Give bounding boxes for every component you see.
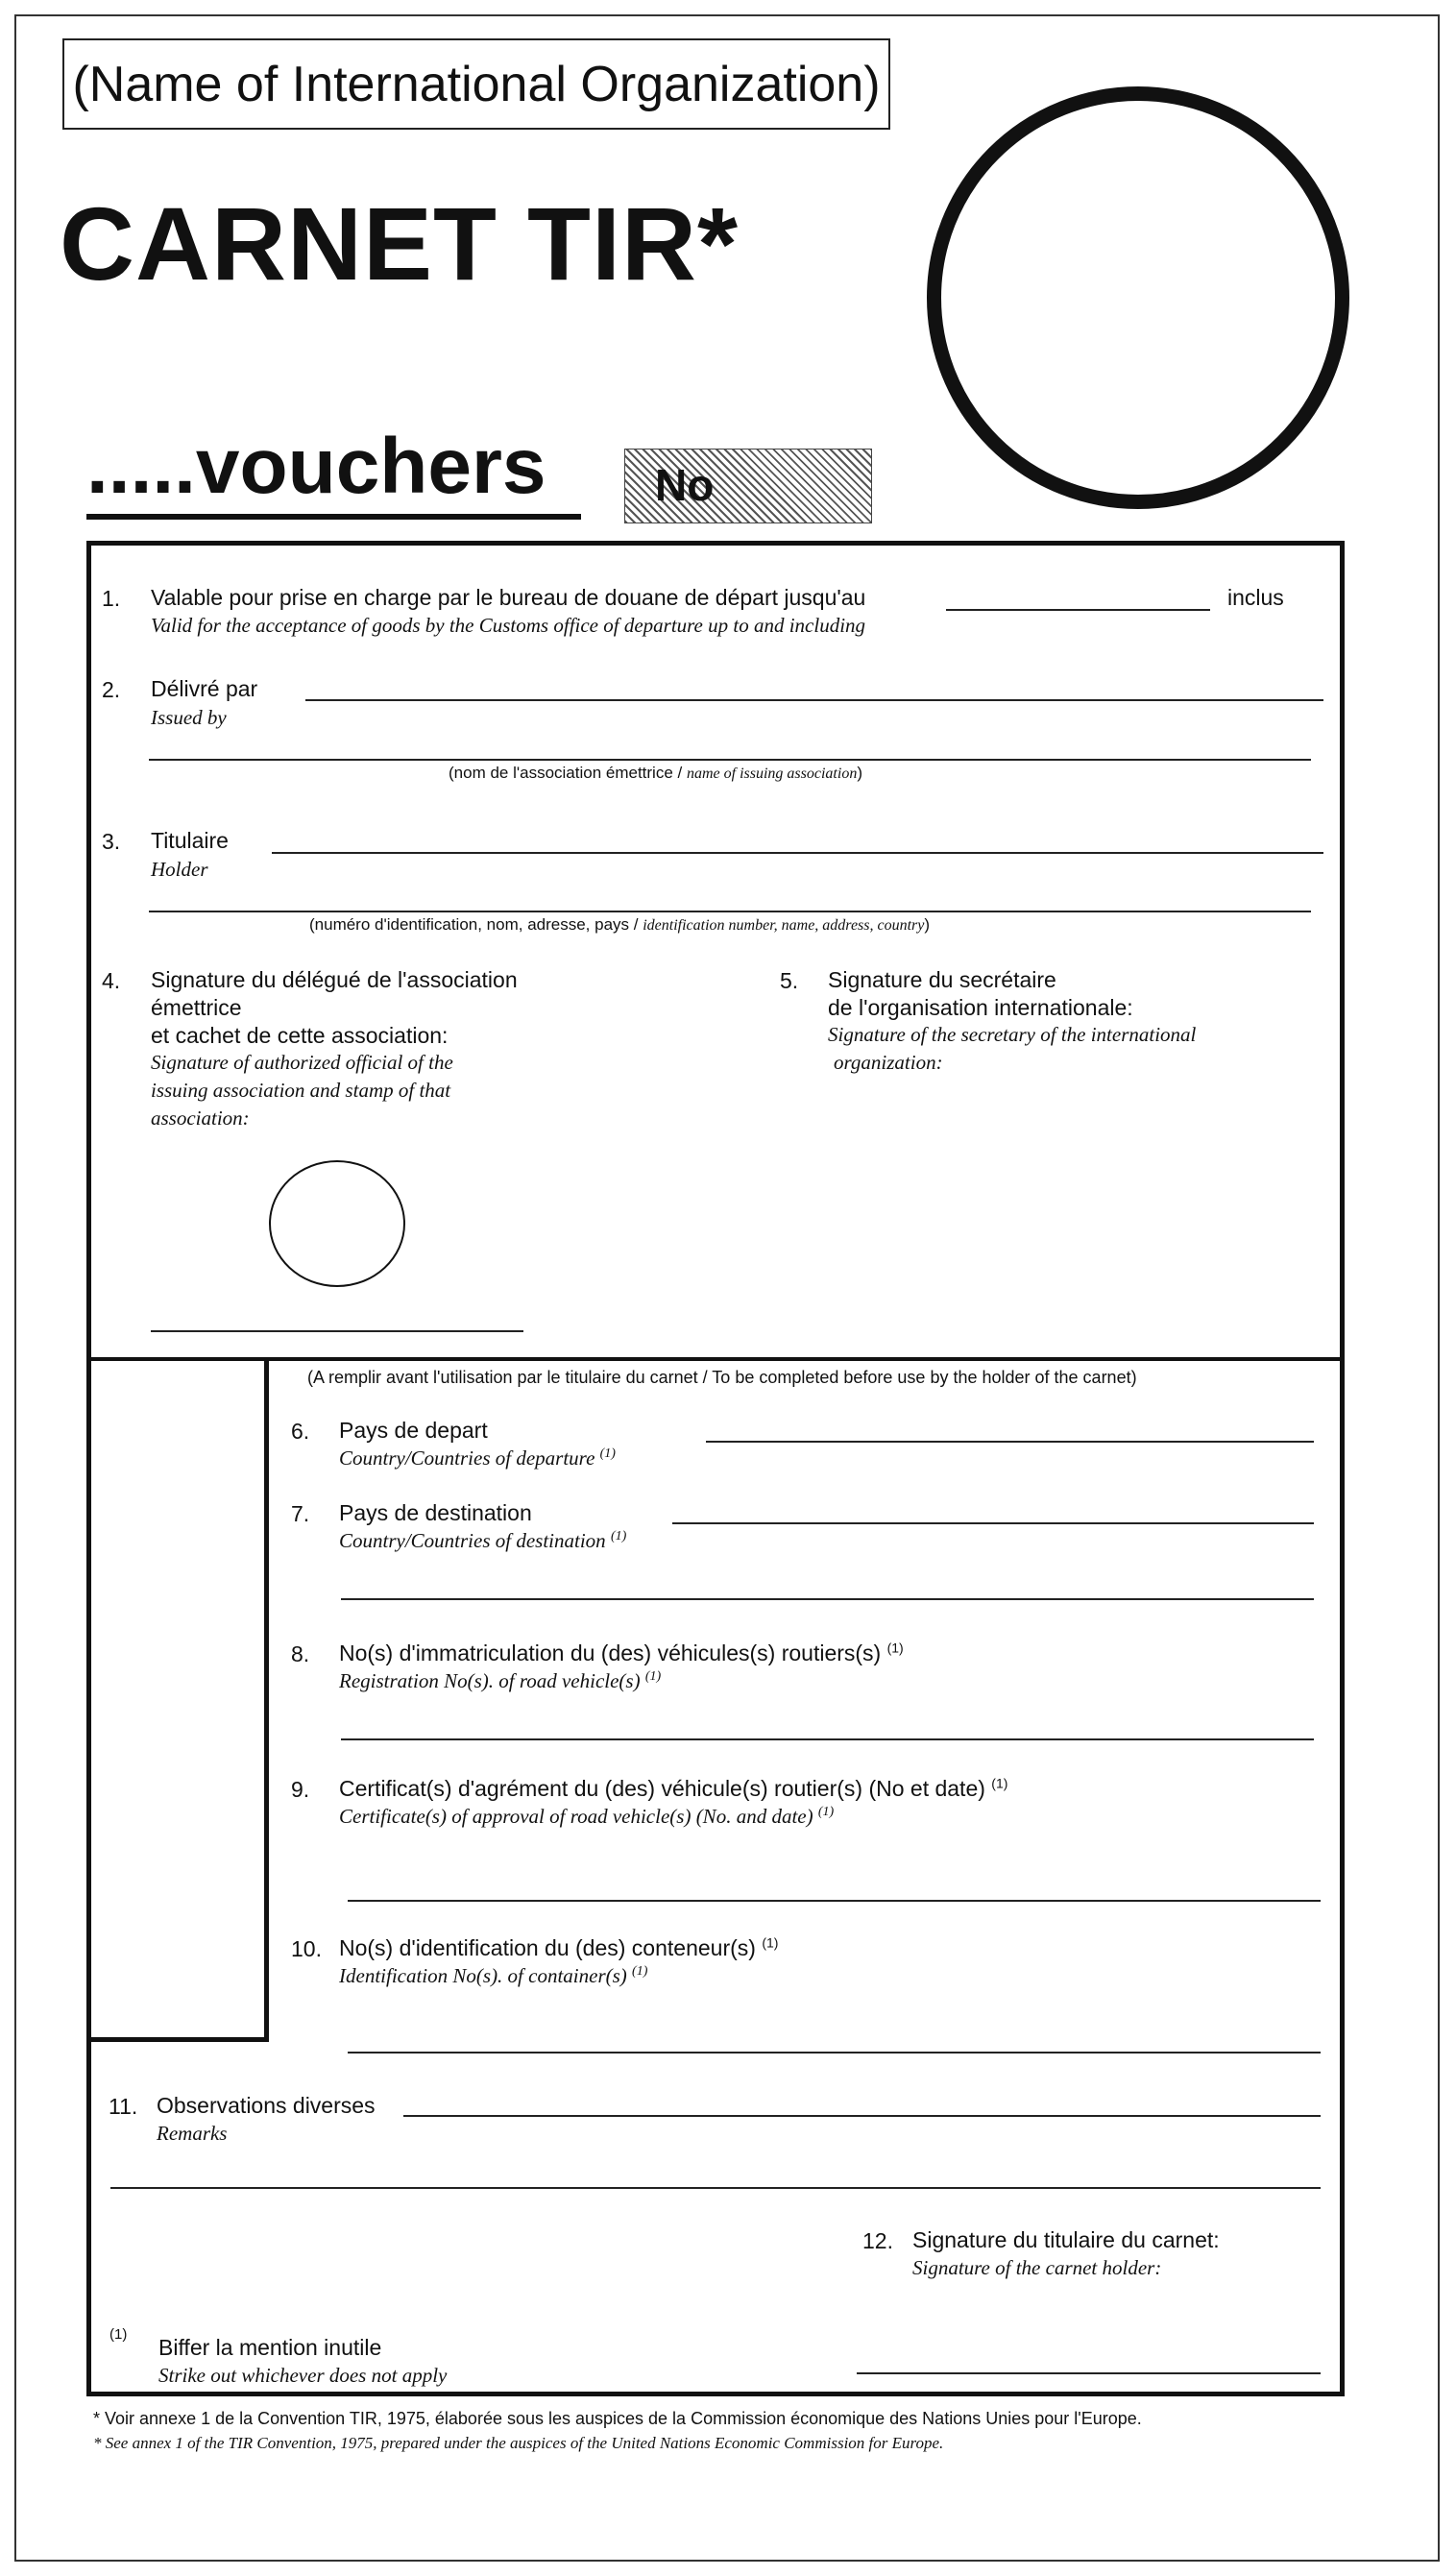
organization-name: (Name of International Organization) bbox=[72, 56, 881, 112]
field-6-number: 6. bbox=[291, 1419, 310, 1444]
field-11-number: 11. bbox=[109, 2094, 138, 2119]
field-11-label-en: Remarks bbox=[157, 2122, 228, 2145]
field-4-signature-line[interactable] bbox=[151, 1330, 523, 1332]
field-5-label-en-1: Signature of the secretary of the international bbox=[828, 1023, 1197, 1046]
field-9-label-fr-text: Certificat(s) d'agrément du (des) véhicule(s) routier(s) (No et date) bbox=[339, 1776, 985, 1801]
field-4-label-en-3: association: bbox=[151, 1106, 250, 1130]
field-8-label-en bbox=[339, 1668, 661, 1693]
footnote-fr: * Voir annexe 1 de la Convention TIR, 1975, élaborée sous les auspices de la Commission économique des Nations Unies pour l'Europe. bbox=[93, 2409, 1142, 2428]
field-9-label-en-text: Certificate(s) of approval of road vehicle(s) (No. and date) bbox=[339, 1805, 813, 1828]
stamp-circle bbox=[927, 86, 1349, 509]
field-2-input-line[interactable] bbox=[305, 699, 1323, 701]
field-7-input-line-2[interactable] bbox=[341, 1598, 1314, 1600]
section-divider bbox=[88, 1357, 1343, 1361]
field-9-number: 9. bbox=[291, 1777, 310, 1802]
field-12-label-fr: Signature du titulaire du carnet: bbox=[912, 2227, 1220, 2252]
field-2-input-line-2[interactable] bbox=[149, 759, 1311, 761]
field-5-label-fr-2: de l'organisation internationale: bbox=[828, 995, 1133, 1020]
field-3-caption-fr: (numéro d'identification, nom, adresse, pays / bbox=[309, 915, 639, 934]
field-10-input-line[interactable] bbox=[348, 2052, 1321, 2054]
field-1-input-line[interactable] bbox=[946, 609, 1210, 611]
field-8-input-line[interactable] bbox=[341, 1738, 1314, 1740]
field-11-input-line[interactable] bbox=[403, 2115, 1321, 2117]
field-8-footnote-ref-fr: (1) bbox=[886, 1640, 904, 1656]
field-2-caption bbox=[449, 764, 862, 783]
field-11-input-line-2[interactable] bbox=[110, 2187, 1321, 2189]
field-6-input-line[interactable] bbox=[706, 1441, 1314, 1443]
field-8-number: 8. bbox=[291, 1641, 310, 1666]
field-10-label-en bbox=[339, 1963, 647, 1988]
field-8-label-en-text: Registration No(s). of road vehicle(s) bbox=[339, 1669, 641, 1692]
field-3-input-line-2[interactable] bbox=[149, 911, 1311, 912]
vouchers-underline bbox=[86, 514, 581, 520]
side-box bbox=[88, 1357, 269, 2042]
field-2-number: 2. bbox=[102, 677, 121, 702]
field-3-caption-en: identification number, name, address, country bbox=[643, 917, 925, 934]
field-9-footnote-ref-fr: (1) bbox=[991, 1775, 1008, 1791]
field-6-footnote-ref: (1) bbox=[599, 1446, 616, 1461]
field-4-number: 4. bbox=[102, 968, 121, 993]
field-7-footnote-ref: (1) bbox=[610, 1529, 627, 1543]
field-4-label-fr-2: émettrice bbox=[151, 995, 242, 1020]
holder-note: (A remplir avant l'utilisation par le titulaire du carnet / To be completed before use by the holder of the carnet) bbox=[307, 1368, 1137, 1387]
number-label: No bbox=[655, 460, 715, 510]
field-5-label-en-2: organization: bbox=[834, 1051, 943, 1074]
association-stamp-circle bbox=[269, 1160, 405, 1287]
field-6-label-en-text: Country/Countries of departure bbox=[339, 1446, 595, 1470]
field-4-label-fr-1: Signature du délégué de l'association bbox=[151, 967, 518, 992]
field-10-footnote-ref-fr: (1) bbox=[762, 1934, 779, 1951]
note-1-marker: (1) bbox=[109, 2326, 128, 2343]
field-4-label-en-1: Signature of authorized official of the bbox=[151, 1051, 453, 1074]
field-2-caption-fr: (nom de l'association émettrice / bbox=[449, 764, 683, 782]
field-7-label-fr: Pays de destination bbox=[339, 1500, 532, 1525]
field-5-number: 5. bbox=[780, 968, 799, 993]
field-4-label-en-2: issuing association and stamp of that bbox=[151, 1079, 451, 1102]
field-9-input-line[interactable] bbox=[348, 1900, 1321, 1902]
field-3-input-line[interactable] bbox=[272, 852, 1323, 854]
field-3-caption bbox=[309, 915, 930, 935]
field-3-label-fr: Titulaire bbox=[151, 828, 229, 853]
field-3-number: 3. bbox=[102, 829, 121, 854]
field-3-label-en: Holder bbox=[151, 858, 208, 881]
field-7-label-en bbox=[339, 1528, 626, 1553]
field-9-label-en bbox=[339, 1804, 834, 1829]
field-5-label-fr-1: Signature du secrétaire bbox=[828, 967, 1056, 992]
field-1-suffix: inclus bbox=[1227, 585, 1284, 610]
field-10-footnote-ref-en: (1) bbox=[632, 1964, 648, 1979]
field-7-input-line[interactable] bbox=[672, 1522, 1314, 1524]
field-8-footnote-ref-en: (1) bbox=[644, 1669, 662, 1684]
organization-name-box bbox=[62, 38, 890, 130]
field-1-number: 1. bbox=[102, 586, 121, 611]
field-9-label-fr bbox=[339, 1775, 1007, 1803]
field-8-label-fr bbox=[339, 1640, 904, 1667]
field-9-footnote-ref-en: (1) bbox=[817, 1805, 835, 1819]
field-6-label-en bbox=[339, 1446, 616, 1470]
field-1-label-en: Valid for the acceptance of goods by the Customs office of departure up to and including bbox=[151, 614, 866, 637]
field-2-label-fr: Délivré par bbox=[151, 676, 258, 701]
field-11-label-fr: Observations diverses bbox=[157, 2093, 376, 2118]
document-title: CARNET TIR* bbox=[60, 185, 739, 302]
note-1-label-fr: Biffer la mention inutile bbox=[158, 2335, 382, 2360]
field-10-label-fr bbox=[339, 1934, 778, 1962]
field-12-label-en: Signature of the carnet holder: bbox=[912, 2256, 1162, 2279]
field-10-number: 10. bbox=[291, 1936, 322, 1961]
field-3-caption-end: ) bbox=[924, 915, 931, 934]
field-2-label-en: Issued by bbox=[151, 706, 227, 729]
field-12-number: 12. bbox=[862, 2228, 893, 2253]
field-10-label-en-text: Identification No(s). of container(s) bbox=[339, 1964, 627, 1987]
vouchers-label: .....vouchers bbox=[86, 423, 546, 510]
footnote-en: * See annex 1 of the TIR Convention, 1975, prepared under the auspices of the United Nations Economic Commission for Europe. bbox=[93, 2434, 944, 2452]
field-1-label-fr: Valable pour prise en charge par le bureau de douane de départ jusqu'au bbox=[151, 585, 866, 610]
field-6-label-fr: Pays de depart bbox=[339, 1418, 488, 1443]
field-2-caption-en: name of issuing association bbox=[686, 766, 858, 782]
field-7-number: 7. bbox=[291, 1501, 310, 1526]
field-10-label-fr-text: No(s) d'identification du (des) conteneur(s) bbox=[339, 1935, 756, 1960]
field-7-label-en-text: Country/Countries of destination bbox=[339, 1529, 606, 1552]
note-1-label-en: Strike out whichever does not apply bbox=[158, 2364, 448, 2387]
field-8-label-fr-text: No(s) d'immatriculation du (des) véhicules(s) routiers(s) bbox=[339, 1640, 882, 1665]
field-4-label-fr-3: et cachet de cette association: bbox=[151, 1023, 449, 1048]
field-12-signature-line[interactable] bbox=[857, 2372, 1321, 2374]
field-2-caption-end: ) bbox=[857, 764, 862, 782]
